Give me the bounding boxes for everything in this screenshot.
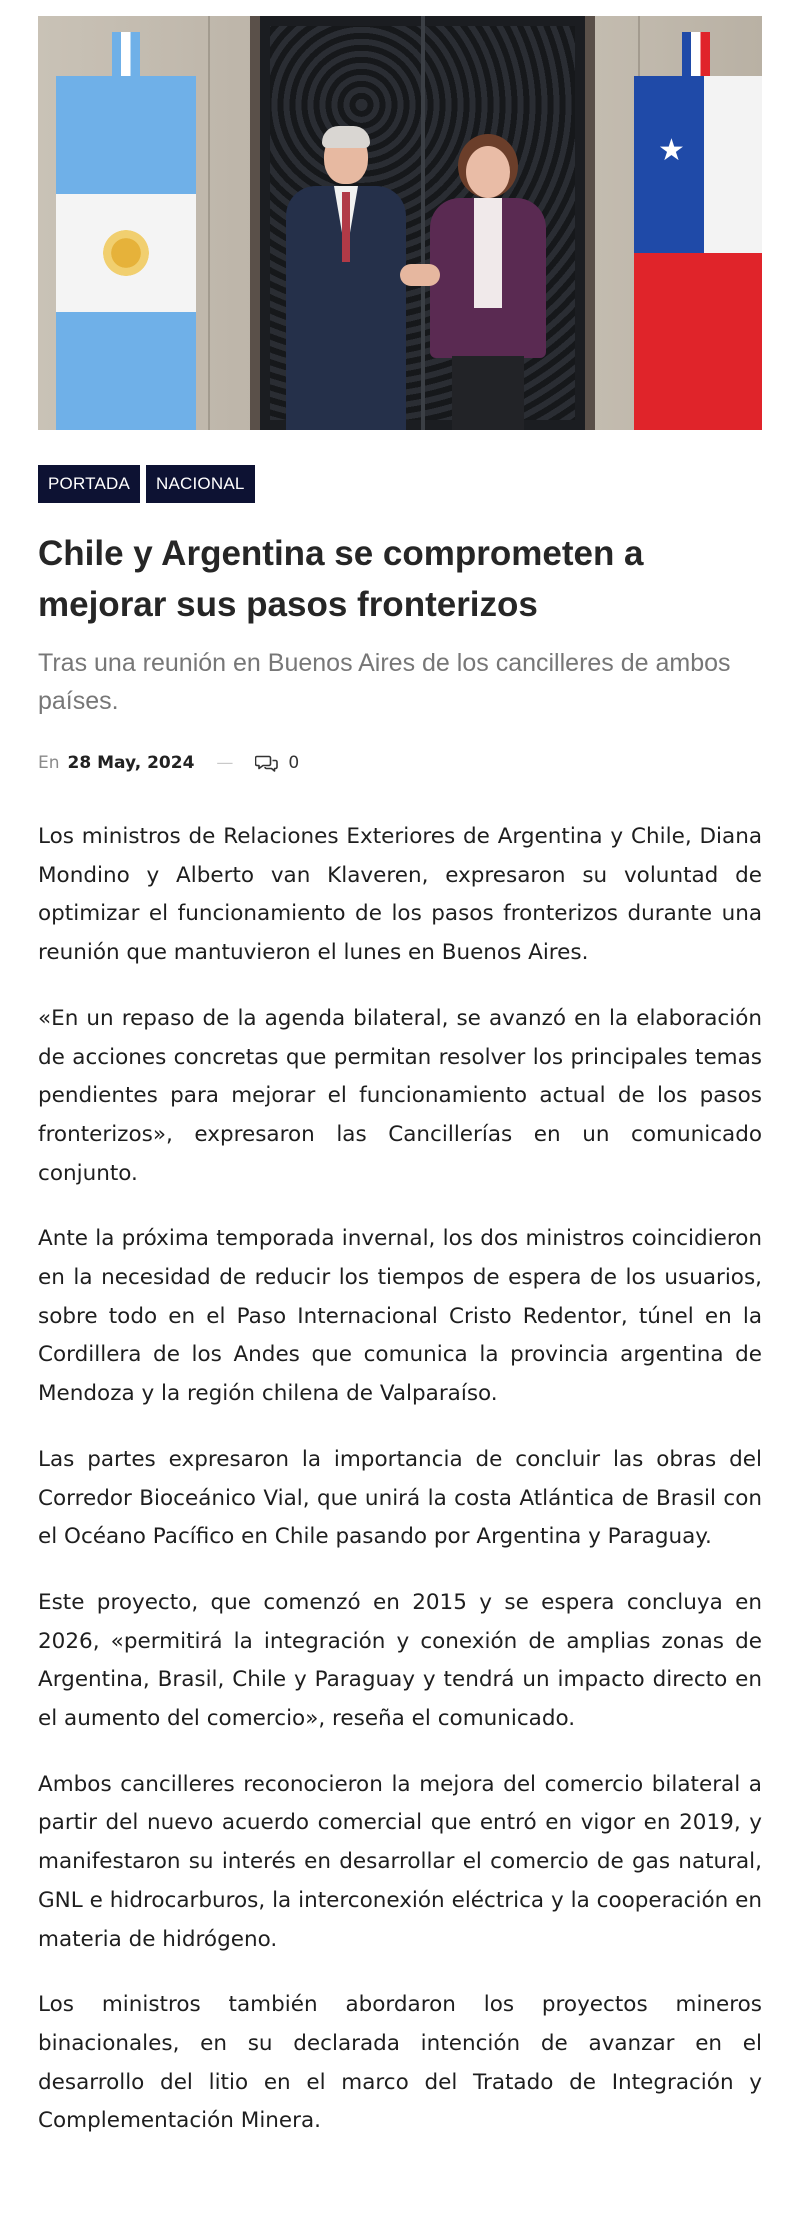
article-paragraph: Los ministros de Relaciones Exteriores de Argentina y Chile, Diana Mondino y Alberto van Klaveren, expresaron su voluntad de optimizar el funcionamiento de los pasos fronterizos durante una reunión que mantuvieron el lunes en Buenos Aires.: [38, 824, 762, 966]
blouse: [474, 198, 502, 308]
sun-of-may: [103, 230, 149, 276]
argentina-flag: [56, 76, 196, 430]
comment-count: 0: [288, 753, 300, 773]
comments-link[interactable]: [255, 753, 299, 773]
wall-column: [208, 16, 210, 430]
article-body: [38, 818, 762, 2168]
publish-date[interactable]: 28 May, 2024: [67, 753, 195, 773]
category-tag-nacional[interactable]: NACIONAL: [146, 465, 255, 503]
article-paragraph: «En un repaso de la agenda bilateral, se avanzó en la elaboración de acciones concretas que permitan resolver los principales temas pendientes para mejorar el funcionamiento actual de los pasos fronterizos», expresaron las Cancillerías en un comunicado conjunto.: [38, 1005, 762, 1186]
category-tag-portada[interactable]: PORTADA: [38, 465, 140, 503]
flag-band: [56, 76, 196, 194]
star-icon: ★: [658, 133, 685, 168]
tie: [342, 192, 350, 262]
article-paragraph: Los ministros también abordaron los proyectos mineros binacionales, en su declarada intención de avanzar en el desarrollo del litio en el marco del Tratado de Integración y Complementación Minera.: [38, 1992, 762, 2134]
date-prefix: En: [38, 753, 60, 773]
article-paragraph: Las partes expresaron la importancia de concluir las obras del Corredor Bioceánico Vial, que unirá la costa Atlántica de Brasil con el Océano Pacífico en Chile pasando por Argentina y Paraguay.: [38, 1446, 762, 1550]
article-paragraph: Ante la próxima temporada invernal, los dos ministros coincidieron en la necesidad de reducir los tiempos de espera de los usuarios, sobre todo en el Paso Internacional Cristo Redentor, túnel en la Cordillera de los Andes que comunica la provincia argentina de Mendoza y la región chilena de Valparaíso.: [38, 1226, 762, 1407]
article-title: Chile y Argentina se comprometen a mejorar sus pasos fronterizos: [38, 534, 644, 624]
hair: [322, 126, 370, 148]
article-subtitle: Tras una reunión en Buenos Aires de los cancilleres de ambos países.: [38, 649, 731, 715]
article-paragraph: Ambos cancilleres reconocieron la mejora del comercio bilateral a partir del nuevo acuerdo comercial que entró en vigor en 2019, y manifestaron su interés en desarrollar el comercio de gas natural, GNL e hidrocarburos, la interconexión eléctrica y la cooperación en materia de hidrógeno.: [38, 1771, 762, 1952]
handshake: [400, 264, 440, 286]
chile-flag: [634, 76, 762, 430]
trousers: [452, 356, 524, 430]
person-woman: [430, 140, 546, 430]
flag-band: [634, 253, 762, 430]
article-meta: [38, 750, 299, 776]
meta-separator: —: [216, 753, 234, 773]
article-paragraph: Este proyecto, que comenzó en 2015 y se espera concluya en 2026, «permitirá la integración y conexión de amplias zonas de Argentina, Brasil, Chile y Paraguay y tendrá un impacto directo en el aumento del comercio», reseña el comunicado.: [38, 1589, 762, 1732]
person-man: [286, 130, 406, 430]
article-featured-image: [38, 16, 762, 430]
category-tags: [38, 465, 255, 503]
flag-band: [56, 312, 196, 430]
head: [466, 146, 510, 198]
comment-bubbles-icon: [255, 753, 279, 773]
